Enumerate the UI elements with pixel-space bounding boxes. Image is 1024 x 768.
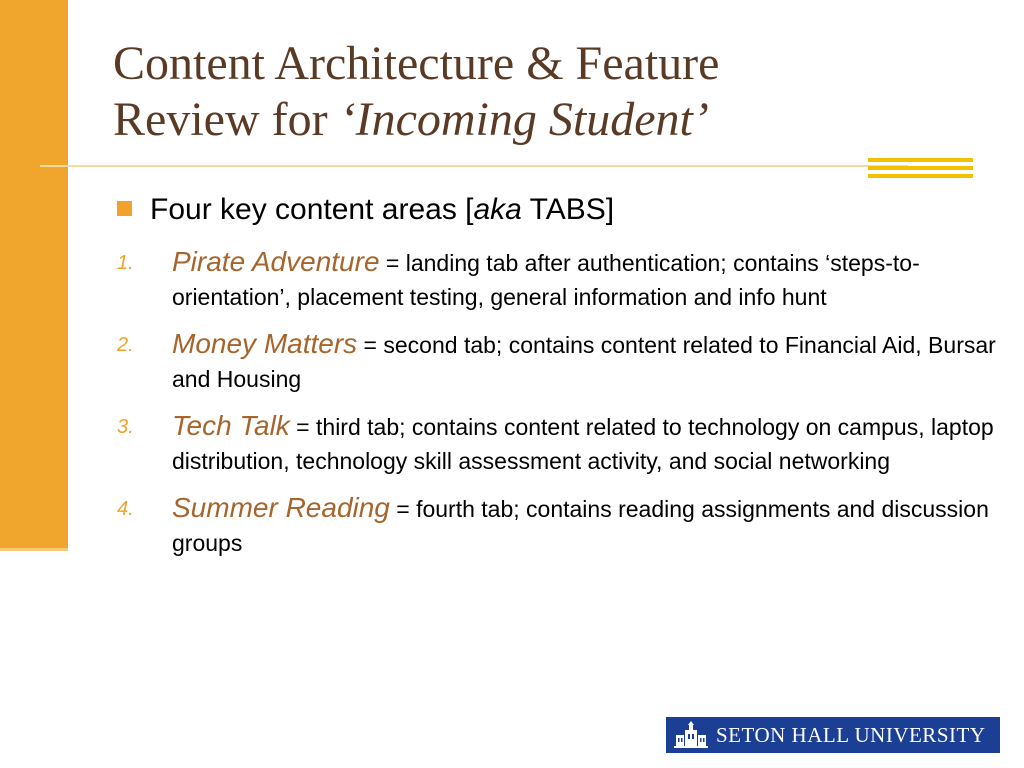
bullet-text-pre: Four key content areas [	[150, 193, 474, 226]
item-number: 4.	[117, 498, 134, 520]
item-label: Tech Talk	[172, 410, 290, 441]
list-item	[117, 491, 997, 560]
list-item	[117, 409, 997, 478]
item-description: = landing tab after authentication; contains ‘steps-to-orientation’, placement testing, general information and info hunt	[172, 250, 920, 310]
item-label: Summer Reading	[172, 492, 390, 523]
item-number: 3.	[117, 416, 134, 438]
item-label: Money Matters	[172, 328, 358, 359]
item-number: 2.	[117, 334, 134, 356]
divider-accent-bar	[868, 166, 973, 170]
divider-accent-bar	[868, 158, 973, 162]
university-building-icon	[674, 721, 708, 749]
title-italic: ‘Incoming Student’	[339, 93, 709, 146]
title-line-1: Content Architecture & Feature	[113, 37, 720, 90]
title-divider	[40, 165, 908, 167]
bullet-square-icon	[117, 201, 132, 216]
seton-hall-logo	[666, 717, 1000, 753]
left-accent-bar	[0, 0, 68, 548]
left-accent-bar-edge	[0, 548, 68, 551]
item-description: = fourth tab; contains reading assignments and discussion groups	[172, 496, 989, 556]
main-bullet	[117, 190, 614, 230]
divider-accent-bar	[868, 174, 973, 178]
item-description: = second tab; contains content related to Financial Aid, Bursar and Housing	[172, 332, 996, 392]
title-line-2: Review for	[113, 93, 340, 146]
numbered-list	[117, 245, 997, 573]
logo-text: SETON HALL UNIVERSITY	[716, 722, 986, 747]
item-label: Pirate Adventure	[172, 246, 380, 277]
bullet-text-italic: aka	[473, 193, 522, 226]
item-description: = third tab; contains content related to technology on campus, laptop distribution, technology skill assessment activity, and social networking	[172, 414, 994, 474]
slide-title	[113, 36, 993, 148]
list-item	[117, 327, 997, 396]
bullet-text-post: TABS]	[521, 193, 615, 226]
item-number: 1.	[117, 252, 134, 274]
list-item	[117, 245, 997, 314]
